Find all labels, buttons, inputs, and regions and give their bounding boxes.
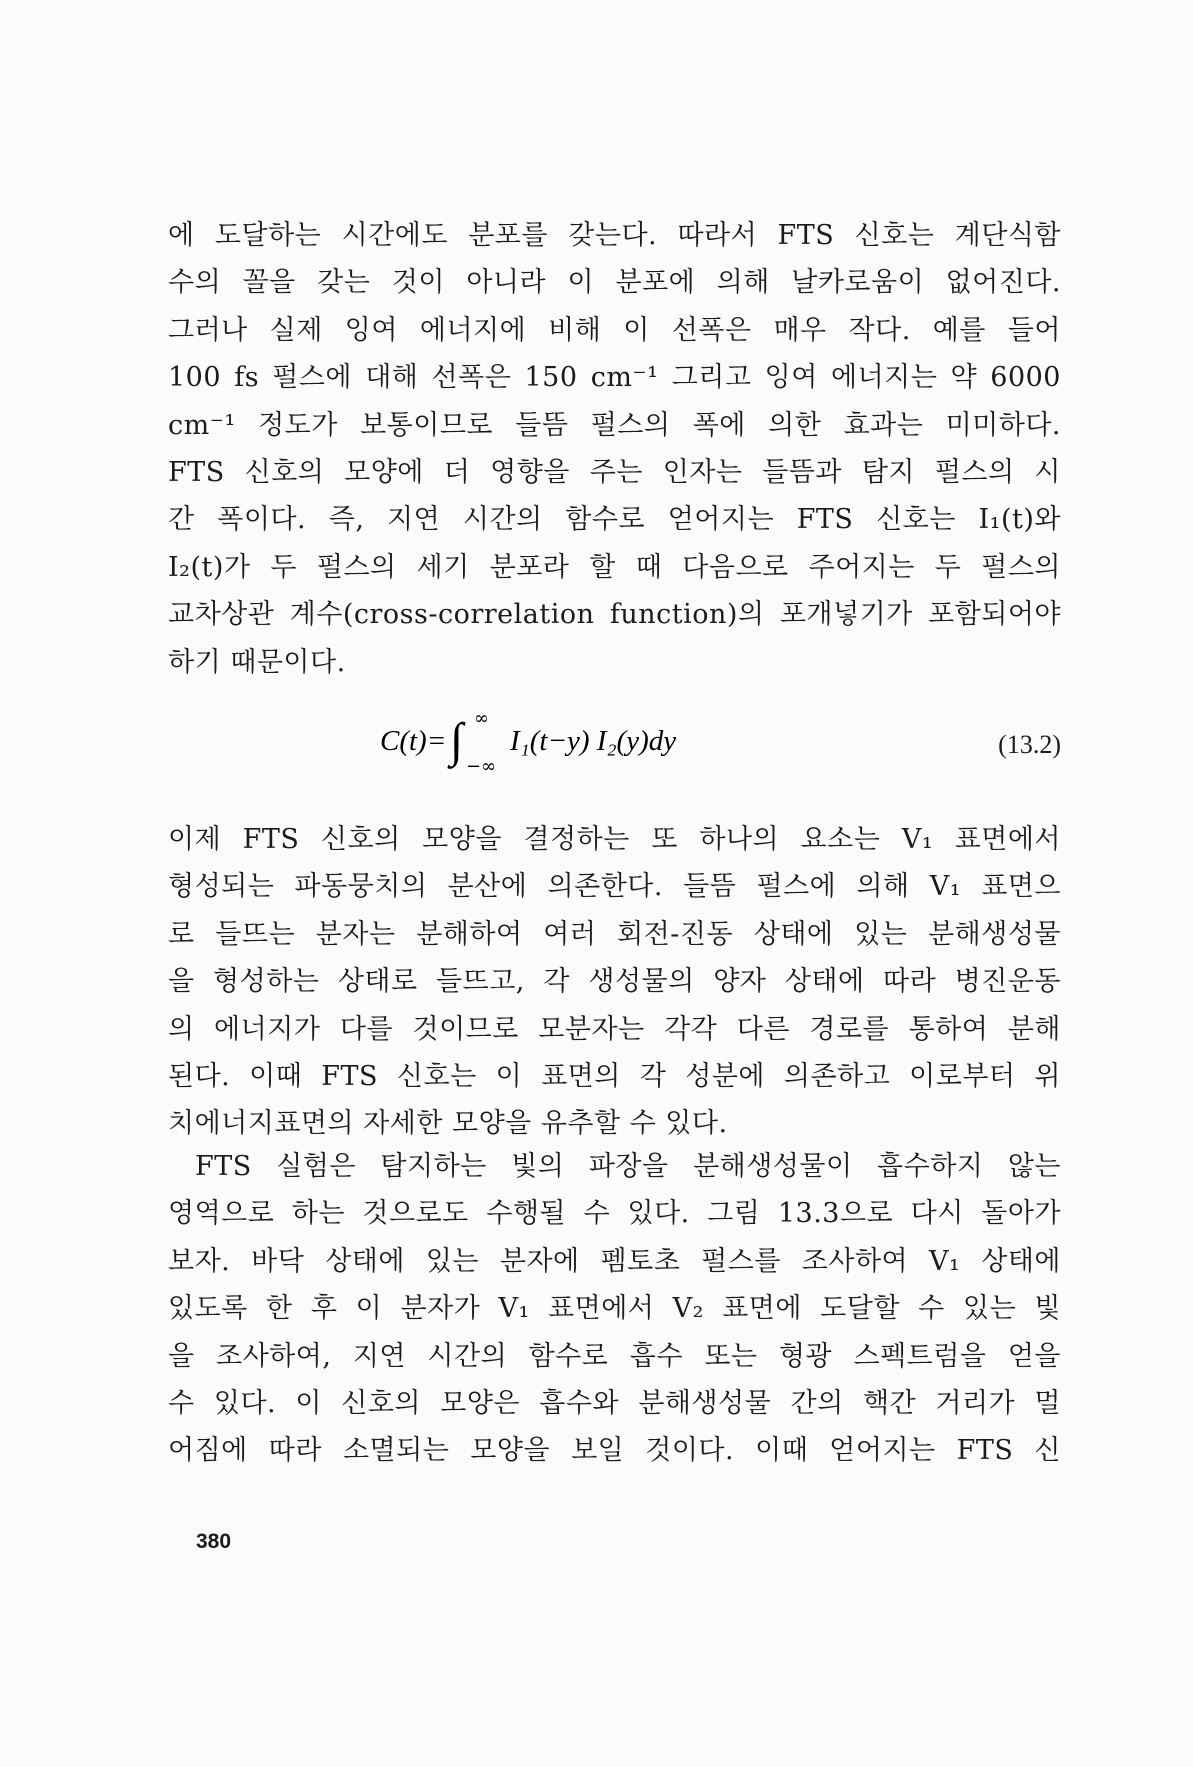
text-line: 어짐에 따라 소멸되는 모양을 보일 것이다. 이때 얻어지는 FTS 신 [168, 1435, 1061, 1467]
text-line: 있도록 한 후 이 분자가 V₁ 표면에서 V₂ 표면에 도달할 수 있는 빛 [168, 1293, 1061, 1325]
paragraph-2 [168, 816, 1061, 1148]
text-line: 치에너지표면의 자세한 모양을 유추할 수 있다. [168, 1108, 728, 1140]
text-line: 을 형성하는 상태로 들뜨고, 각 생성물의 양자 상태에 따라 병진운동 [168, 966, 1061, 998]
text-line: 100 fs 펄스에 대해 선폭은 150 cm⁻¹ 그리고 잉여 에너지는 약 6000 [168, 362, 1061, 394]
text-line: 의 에너지가 다를 것이므로 모분자는 각각 다른 경로를 통하여 분해 [168, 1013, 1061, 1045]
text-line: FTS 신호의 모양에 더 영향을 주는 인자는 들뜸과 탐지 펄스의 시 [168, 456, 1061, 488]
equation-number: (13.2) [998, 730, 1061, 759]
text-line: 수 있다. 이 신호의 모양은 흡수와 분해생성물 간의 핵간 거리가 멀 [168, 1387, 1061, 1419]
integral-lower-limit: −∞ [466, 756, 497, 777]
text-line: 간 폭이다. 즉, 지연 시간의 함수로 얻어지는 FTS 신호는 I₁(t)와 [168, 504, 1061, 536]
page-number: 380 [196, 1530, 232, 1553]
paragraph-3 [168, 1143, 1061, 1475]
text-line: cm⁻¹ 정도가 보통이므로 들뜸 펄스의 폭에 의한 효과는 미미하다. [168, 409, 1061, 441]
text-line: 하기 때문이다. [168, 646, 346, 678]
equation-13-2 [380, 708, 740, 778]
equation-integrand: I₁(t−y) I₂(y)dy [510, 725, 677, 757]
text-line: 이제 FTS 신호의 모양을 결정하는 또 하나의 요소는 V₁ 표면에서 [168, 824, 1061, 855]
text-line: 수의 꼴을 갖는 것이 아니라 이 분포에 의해 날카로움이 없어진다. [168, 267, 1061, 299]
text-line: 보자. 바닥 상태에 있는 분자에 펨토초 펄스를 조사하여 V₁ 상태에 [168, 1245, 1061, 1277]
text-line: 교차상관 계수(cross-correlation function)의 포개넣기가 포함되어야 [168, 599, 1061, 631]
text-line: 로 들뜨는 분자는 분해하여 여러 회전-진동 상태에 있는 분해생성물 [168, 918, 1061, 950]
text-line: I₂(t)가 두 펄스의 세기 분포라 할 때 다음으로 주어지는 두 펄스의 [168, 551, 1061, 583]
text-line: 그러나 실제 잉여 에너지에 비해 이 선폭은 매우 작다. 예를 들어 [168, 314, 1061, 346]
equation-lhs: C(t)= [380, 725, 447, 757]
integral-upper-limit: ∞ [474, 708, 489, 729]
text-line: 을 조사하여, 지연 시간의 함수로 흡수 또는 형광 스펙트럼을 얻을 [168, 1340, 1061, 1372]
text-line: 된다. 이때 FTS 신호는 이 표면의 각 성분에 의존하고 이로부터 위 [168, 1060, 1061, 1092]
paragraph-1 [168, 212, 1061, 686]
integral-sign: ∫ [450, 714, 464, 767]
text-line: 형성되는 파동뭉치의 분산에 의존한다. 들뜸 펄스에 의해 V₁ 표면으 [168, 871, 1061, 903]
text-line: 영역으로 하는 것으로도 수행될 수 있다. 그림 13.3으로 다시 돌아가 [168, 1198, 1061, 1230]
text-line: FTS 실험은 탐지하는 빛의 파장을 분해생성물이 흡수하지 않는 [195, 1151, 1061, 1182]
text-line: 에 도달하는 시간에도 분포를 갖는다. 따라서 FTS 신호는 계단식함 [168, 220, 1061, 251]
